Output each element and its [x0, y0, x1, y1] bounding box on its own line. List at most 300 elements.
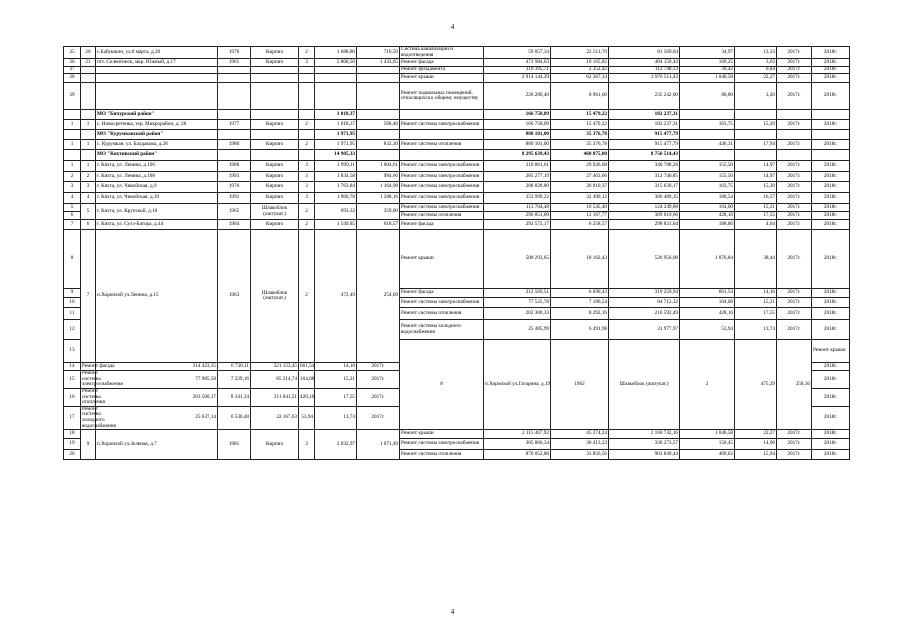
table-cell	[400, 150, 484, 161]
table-cell: Ремонт фундамента	[400, 67, 484, 74]
table-cell: 2017г.	[777, 47, 812, 59]
table-cell: Кирпич	[251, 120, 299, 130]
table-cell: 508 293,65	[484, 230, 551, 289]
table-cell	[81, 83, 96, 110]
table-cell: 3	[299, 59, 315, 67]
table-cell: 182 237,31	[609, 110, 680, 120]
table-cell: г. Кяхта, ул. Ленина, д.108	[96, 172, 218, 182]
table-row	[64, 74, 850, 83]
table-cell: 22,27	[735, 74, 777, 83]
table-cell: г. Кяхта, ул. Крупской, д.10	[96, 204, 218, 220]
table-cell: 2017г.	[777, 74, 812, 83]
table-cell: Ремонт системы отопления	[400, 450, 484, 460]
table-cell	[357, 130, 400, 140]
table-cell: 2017г.	[777, 298, 812, 308]
table-cell: 203 500,17	[96, 388, 218, 406]
table-cell: 27 463,66	[551, 172, 609, 182]
table-cell: 2	[299, 204, 315, 220]
table-cell	[299, 150, 315, 161]
table-cell: 1 688,80	[315, 47, 357, 59]
table-cell: 292 572,17	[484, 220, 551, 230]
table-cell: Ремонт крыши	[400, 430, 484, 439]
table-cell: 2018г.	[812, 140, 850, 150]
table-cell: Кирпич	[251, 161, 299, 172]
table-cell: 2	[299, 140, 315, 150]
table-cell: 312 569,51	[484, 289, 551, 298]
table-cell: Ремонт системы холодного водоснабжения	[82, 405, 116, 429]
table-cell	[680, 110, 735, 120]
table-cell: 2017г.	[777, 67, 812, 74]
table-cell: 3	[299, 172, 315, 182]
table-cell: 1962	[551, 340, 609, 430]
repair-schedule-table	[63, 46, 850, 460]
table-cell: 15,20	[735, 120, 777, 130]
table-row	[64, 161, 850, 172]
table-cell: 35 376,78	[551, 130, 609, 140]
table-cell: 15 479,22	[551, 110, 609, 120]
table-row	[64, 220, 850, 230]
table-cell: МО "Курумканский район"	[96, 130, 218, 140]
table-cell: 1980	[218, 140, 251, 150]
table-cell: 39,42	[680, 67, 735, 74]
table-cell: 2018г.	[812, 74, 850, 83]
table-cell: 460 875,00	[551, 150, 609, 161]
table-cell: 5	[64, 204, 81, 212]
table-cell	[218, 150, 251, 161]
table-cell: 15,21	[735, 204, 777, 212]
table-cell: 3,20	[735, 83, 777, 110]
table-cell	[81, 150, 96, 161]
table-cell: 155,50	[680, 172, 735, 182]
table-cell: 2018г.	[812, 289, 850, 298]
table-cell: п.Хоронхой ул.Зеленая, д.7	[96, 430, 218, 460]
table-cell: 31 977,97	[609, 320, 680, 340]
table-cell: 2018г.	[812, 83, 850, 110]
table-cell: Ремонт системы отопления	[400, 212, 484, 220]
table-cell: 3	[299, 430, 315, 460]
table-cell: с. Курумкан, ул. Балдакова, д.28	[96, 140, 218, 150]
table-cell: 77 985,58	[96, 371, 218, 389]
table-cell: 15,20	[735, 182, 777, 193]
table-cell: Ремонт системы электроснабжения	[400, 120, 484, 130]
table-cell: 110 395,71	[484, 67, 551, 74]
table-body	[64, 47, 850, 460]
table-cell: 2018г.	[812, 172, 850, 182]
table-cell: с.Бабушкин, ул.8 марта, д.20	[96, 47, 218, 59]
table-cell: 296 851,89	[484, 212, 551, 220]
table-cell: 428,16	[680, 212, 735, 220]
table-cell: 85 214,74	[251, 371, 299, 389]
table-cell: 164,00	[680, 204, 735, 212]
table-cell: 310 861,61	[484, 161, 551, 172]
table-cell: Система канализации и водоотведения	[400, 47, 484, 59]
table-cell: 319 259,94	[609, 289, 680, 298]
table-cell: 13,74	[315, 406, 357, 429]
table-cell: 661,54	[300, 362, 315, 369]
table-cell: 163,75	[680, 182, 735, 193]
table-cell: 4	[81, 193, 96, 204]
table-cell: 1 960,78	[315, 193, 357, 204]
table-cell: п.Хоронхой ул.Гагарина, д.19	[484, 340, 551, 430]
table-cell: 188,86	[680, 220, 735, 230]
table-cell: 35	[64, 47, 81, 59]
table-cell: Ремонт фасада	[400, 220, 484, 230]
table-cell: 4	[64, 193, 81, 204]
table-cell: 3,63	[735, 59, 777, 67]
table-cell: 1 971,95	[315, 140, 357, 150]
table-cell: 309 019,66	[609, 212, 680, 220]
table-cell: Ремонт системы электроснабжения	[400, 182, 484, 193]
table-cell: 6 690,43	[551, 289, 609, 298]
table-cell: Кирпич	[251, 182, 299, 193]
table-cell: Ремонт системы электроснабжения	[82, 370, 123, 388]
table-cell: 112 748,13	[609, 67, 680, 74]
table-cell: 2017г.	[777, 320, 812, 340]
table-cell: 9	[81, 430, 96, 460]
table-cell: 472,49	[315, 230, 357, 363]
table-cell: Ремонт фасада	[400, 289, 484, 298]
table-cell: 16,57	[735, 193, 777, 204]
table-cell: 2017г.	[777, 439, 812, 450]
table-cell: 1 288,16	[357, 193, 400, 204]
table-cell: 340 788,28	[609, 161, 680, 172]
table-cell: Кирпич	[251, 430, 299, 460]
table-cell	[357, 74, 400, 83]
table-cell: Ремонт системы отопления	[400, 308, 484, 320]
table-cell: 1 433,65	[357, 59, 400, 67]
table-cell: 20	[81, 47, 96, 59]
table-cell: 1 076,84	[680, 230, 735, 289]
table-cell: 2018г.	[812, 120, 850, 130]
table-cell: 39	[64, 83, 81, 110]
table-cell: 1964	[218, 220, 251, 230]
table-cell: 124 249,88	[609, 204, 680, 212]
table-cell: 1963	[218, 230, 251, 363]
table-cell: Кирпич	[251, 172, 299, 182]
table-cell: 166 758,09	[484, 120, 551, 130]
table-cell: 6	[81, 220, 96, 230]
table-cell: 2018г.	[812, 371, 850, 389]
table-cell: 2018г.	[812, 430, 850, 439]
table-cell: 2017г.	[777, 220, 812, 230]
table-cell: 15,94	[735, 450, 777, 460]
table-cell: 2 914 144,29	[484, 74, 551, 83]
table-cell: 409,62	[680, 450, 735, 460]
table-cell: Ремонт крыши	[400, 230, 484, 289]
table-cell: 1 004,61	[357, 161, 400, 172]
table-cell: Шлакоблок (оштукат.)	[251, 230, 299, 363]
table-cell	[735, 150, 777, 161]
table-cell: 2	[299, 120, 315, 130]
table-cell	[777, 150, 812, 161]
table-cell: 8 756 514,43	[609, 150, 680, 161]
table-cell: 17,55	[735, 308, 777, 320]
table-cell: 2017г.	[777, 172, 812, 182]
table-cell	[96, 74, 218, 83]
table-cell: 1	[64, 161, 81, 172]
table-cell: 254,69	[357, 230, 400, 363]
table-cell: 473 984,63	[484, 59, 551, 67]
table-cell: 8 341,34	[218, 388, 251, 406]
table-cell	[812, 150, 850, 161]
table-cell: 2017г.	[777, 193, 812, 204]
table-cell: 17,55	[315, 388, 357, 406]
table-cell	[315, 74, 357, 83]
table-cell: 298 831,04	[609, 220, 680, 230]
table-cell: 2018г.	[812, 204, 850, 212]
table-row	[64, 140, 850, 150]
table-cell: 1976	[218, 47, 251, 59]
table-cell: 26 810,37	[551, 182, 609, 193]
table-cell: Ремонт крыши	[400, 74, 484, 83]
table-cell: 1992	[218, 193, 251, 204]
table-cell: 446,31	[680, 140, 735, 150]
table-cell: Кирпич	[251, 220, 299, 230]
table-cell: 4,04	[735, 220, 777, 230]
table-cell: 2017г.	[777, 289, 812, 298]
table-cell: 8	[64, 230, 81, 289]
table-cell: 155,50	[680, 161, 735, 172]
table-cell: 1	[81, 140, 96, 150]
table-cell: 2018г.	[812, 212, 850, 220]
table-row	[64, 193, 850, 204]
table-cell: 1 018,37	[315, 110, 357, 120]
table-cell	[64, 110, 81, 120]
table-cell: 81 569,04	[609, 47, 680, 59]
table-cell	[357, 67, 400, 74]
table-cell: 1 040,58	[680, 74, 735, 83]
table-cell	[64, 130, 81, 140]
table-cell: 7	[64, 220, 81, 230]
table-cell: 2017г.	[357, 406, 400, 429]
table-cell	[735, 110, 777, 120]
table-cell: 288 828,80	[484, 182, 551, 193]
table-row	[64, 430, 850, 439]
table-cell: Ремонт системы отопления	[82, 387, 105, 406]
table-cell	[315, 67, 357, 74]
table-cell: 113 704,48	[484, 204, 551, 212]
table-cell: 314 423,35	[96, 363, 218, 371]
table-cell: 2018г.	[812, 47, 850, 59]
table-cell: 14	[64, 363, 81, 371]
table-cell: 693,32	[315, 204, 357, 220]
table-cell: Шлакоблок (оштукат.)	[251, 204, 299, 220]
table-cell: 2017г.	[777, 450, 812, 460]
table-cell: 2018г.	[812, 439, 850, 450]
table-cell: 17,55	[735, 212, 777, 220]
table-cell: 1 071,49	[357, 430, 400, 460]
table-row	[64, 230, 850, 289]
table-cell: 2018г.	[812, 230, 850, 289]
table-cell: 321 153,45	[251, 363, 299, 371]
table-cell: 22 511,70	[551, 47, 609, 59]
table-cell: 2018г.	[812, 450, 850, 460]
table-cell: г. Кяхта, ул. Чикойская, д.10	[96, 193, 218, 204]
table-cell: 29 926,68	[551, 161, 609, 172]
table-cell	[251, 150, 299, 161]
table-cell	[735, 130, 777, 140]
table-cell	[218, 110, 251, 120]
table-cell	[251, 83, 299, 110]
table-cell: 164,08	[299, 371, 315, 389]
table-cell: 35 376,78	[551, 140, 609, 150]
table-cell: 15,21	[735, 298, 777, 308]
table-cell	[81, 130, 96, 140]
table-cell: 20	[64, 450, 81, 460]
table-cell: 1981	[218, 430, 251, 460]
table-cell: 2017г.	[777, 212, 812, 220]
table-cell: 2017г.	[777, 204, 812, 212]
table-cell: п.Хоронхой ул.Ленина, д.15	[96, 230, 218, 363]
table-cell: 2017г.	[777, 430, 812, 439]
table-cell: 1993	[218, 172, 251, 182]
table-cell	[218, 130, 251, 140]
table-cell: 2017г.	[777, 308, 812, 320]
table-cell: 13	[64, 340, 81, 363]
table-cell	[812, 110, 850, 120]
table-cell: 2018г.	[812, 220, 850, 230]
table-cell: 10 165,82	[551, 59, 609, 67]
table-cell	[777, 130, 812, 140]
table-cell	[357, 83, 400, 110]
table-cell: МО "Бичурский район"	[96, 110, 218, 120]
table-cell: 77 525,78	[484, 298, 551, 308]
table-cell	[400, 110, 484, 120]
table-cell: 12	[64, 320, 81, 340]
table-cell: 59 057,34	[484, 47, 551, 59]
table-cell	[251, 110, 299, 120]
table-row	[64, 83, 850, 110]
table-cell: 285 277,19	[484, 172, 551, 182]
table-row	[64, 130, 850, 140]
table-cell: 14 905,33	[315, 150, 357, 161]
table-cell: 336 273,57	[609, 439, 680, 450]
table-cell: 870 052,88	[484, 450, 551, 460]
table-cell: 568,40	[357, 120, 400, 130]
table-cell: 880 101,00	[484, 130, 551, 140]
table-cell: 1 549,85	[315, 220, 357, 230]
table-cell: 5	[81, 204, 96, 220]
table-cell: 2018г.	[812, 388, 850, 406]
table-cell: 25 485,99	[484, 320, 551, 340]
table-cell: 880 101,00	[484, 140, 551, 150]
table-cell	[680, 130, 735, 140]
table-cell: 2018г.	[812, 308, 850, 320]
table-cell	[81, 74, 96, 83]
table-cell: 9	[64, 289, 81, 298]
table-cell: Ремонт системы отопления	[400, 140, 484, 150]
table-cell	[400, 130, 484, 140]
table-cell: 661,54	[680, 289, 735, 298]
table-cell: 53,94	[299, 406, 315, 429]
table-cell: Ремонт фасада	[82, 362, 115, 369]
table-cell: 15,21	[315, 371, 357, 389]
table-cell: 34,97	[680, 47, 735, 59]
table-cell: 386 489,35	[609, 193, 680, 204]
table-cell: 30 413,23	[551, 439, 609, 450]
table-cell	[299, 83, 315, 110]
table-cell: 2	[299, 230, 315, 363]
table-cell: 984,66	[357, 172, 400, 182]
table-cell: 915 477,79	[609, 140, 680, 150]
table-cell	[299, 130, 315, 140]
table-row	[64, 204, 850, 212]
table-cell: г. Кяхта, ул. Сухэ-Батора, д.44	[96, 220, 218, 230]
table-cell: пгт. Селенгинск, мкр. Южный, д.17	[96, 59, 218, 67]
table-cell: 3	[299, 161, 315, 172]
table-cell: 2017г.	[357, 371, 400, 389]
table-cell: 164,08	[680, 298, 735, 308]
table-cell: 21	[81, 59, 96, 67]
table-cell: 33 856,56	[551, 450, 609, 460]
table-cell: 915 477,79	[609, 130, 680, 140]
table-cell: 163,75	[680, 120, 735, 130]
table-cell: Кирпич	[251, 140, 299, 150]
table-cell: 19	[64, 439, 81, 450]
table-cell: 1	[64, 120, 81, 130]
table-cell: 15	[64, 371, 81, 389]
table-cell	[357, 110, 400, 120]
table-cell: 312 740,85	[609, 172, 680, 182]
table-cell: 2017г.	[777, 182, 812, 193]
table-cell: 2017г.	[777, 120, 812, 130]
table-cell: 12 167,77	[551, 212, 609, 220]
table-cell	[218, 67, 251, 74]
table-cell: 2 976 511,43	[609, 74, 680, 83]
table-cell: 2018г.	[812, 320, 850, 340]
table-cell: 0,84	[735, 67, 777, 74]
table-cell: 2017г.	[777, 59, 812, 67]
table-cell: 38,44	[735, 230, 777, 289]
table-cell: 8 295 639,43	[484, 150, 551, 161]
table-cell: 1965	[218, 204, 251, 220]
table-cell	[251, 67, 299, 74]
table-cell: 258,36	[777, 340, 812, 430]
table-cell: 1 018,37	[315, 120, 357, 130]
table-cell: 13,74	[735, 320, 777, 340]
table-cell: 45 274,24	[551, 430, 609, 439]
table-cell: 305 860,34	[484, 439, 551, 450]
table-cell: 2017г.	[357, 363, 400, 371]
table-cell: 2017г.	[777, 161, 812, 172]
table-cell: 2 352,42	[551, 67, 609, 74]
table-cell: 1 999,11	[315, 161, 357, 172]
table-cell: 2	[81, 172, 96, 182]
table-cell: 3	[81, 182, 96, 193]
table-cell: 618,57	[357, 220, 400, 230]
table-cell	[251, 130, 299, 140]
table-cell: 359,00	[357, 204, 400, 220]
table-cell: 2 115 467,92	[484, 430, 551, 439]
table-row	[64, 47, 850, 59]
table-cell: 166 758,09	[484, 110, 551, 120]
table-cell: 6 258,57	[551, 220, 609, 230]
table-cell: Кирпич	[251, 47, 299, 59]
table-cell: 13,33	[735, 47, 777, 59]
page-number-bottom: 4	[450, 608, 455, 616]
table-cell: 8 292,16	[551, 308, 609, 320]
table-cell: 38	[64, 74, 81, 83]
table-cell: 7	[81, 230, 96, 363]
table-cell	[315, 83, 357, 110]
table-cell	[777, 110, 812, 120]
table-cell: 84 712,32	[609, 298, 680, 308]
table-cell: 2017г.	[777, 83, 812, 110]
table-cell: 8 961,60	[551, 83, 609, 110]
table-cell: 14,16	[735, 289, 777, 298]
table-row	[64, 182, 850, 193]
table-cell: 428,16	[299, 388, 315, 406]
